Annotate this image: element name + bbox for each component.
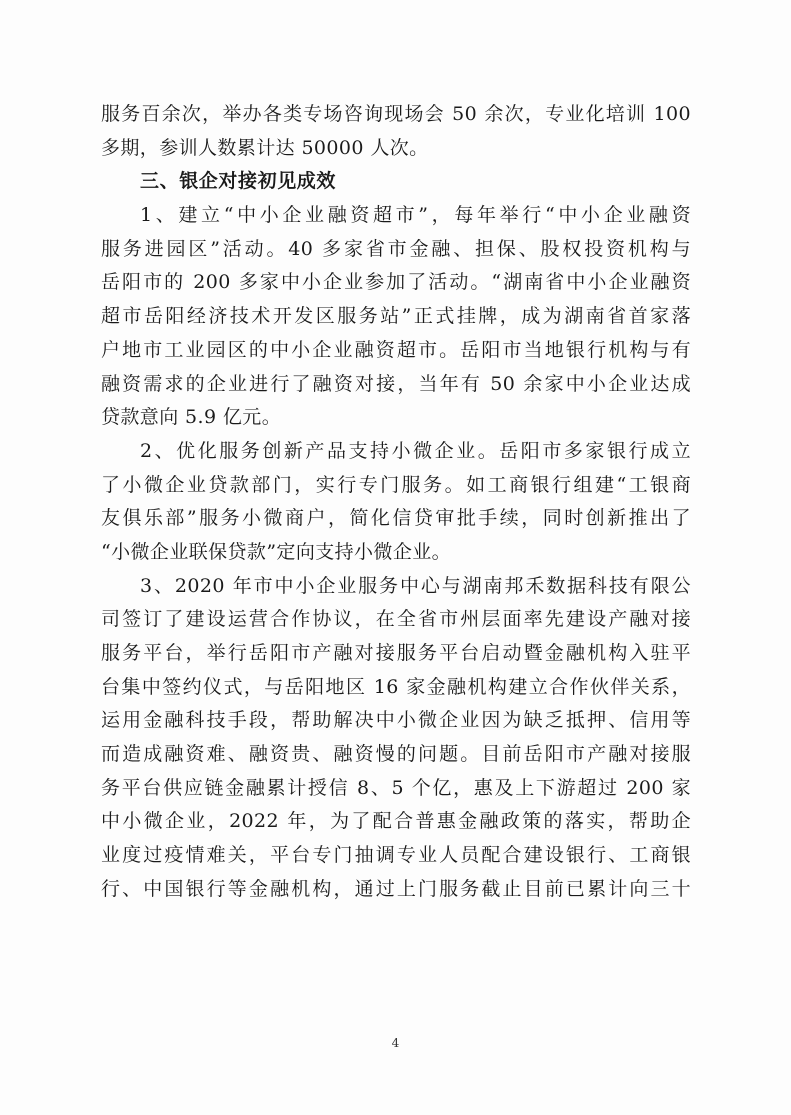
paragraph-3-line-4: 台集中签约仪式，与岳阳地区 16 家金融机构建立合作伙伴关系， (101, 675, 691, 698)
paragraph-2-line-2: 了小微企业贷款部门，实行专门服务。如工商银行组建“工银商 (101, 473, 691, 496)
paragraph-3-line-10: 行、中国银行等金融机构，通过上门服务截止目前已累计向三十 (101, 877, 691, 900)
document-body (101, 98, 691, 907)
paragraph-3-line-6: 而造成融资难、融资贵、融资慢的问题。目前岳阳市产融对接服 (101, 743, 691, 766)
section-heading: 三、银企对接初见成效 (140, 170, 337, 193)
paragraph-3-line-3: 服务平台，举行岳阳市产融对接服务平台启动暨金融机构入驻平 (101, 642, 691, 664)
paragraph-3-line-2: 司签订了建设运营合作协议，在全省市州层面率先建设产融对接 (101, 608, 691, 631)
body-line-2: 多期，参训人数累计达 50000 人次。 (101, 136, 429, 159)
paragraph-1-line-1: 1、建立“中小企业融资超市”，每年举行“中小企业融资 (140, 204, 691, 227)
paragraph-1-line-7: 贷款意向 5.9 亿元。 (101, 406, 282, 429)
paragraph-1-line-5: 户地市工业园区的中小企业融资超市。岳阳市当地银行机构与有 (101, 338, 691, 361)
paragraph-3-line-8: 中小微企业，2022 年，为了配合普惠金融政策的落实，帮助企 (101, 810, 691, 833)
paragraph-3-line-5: 运用金融科技手段，帮助解决中小微企业因为缺乏抵押、信用等 (101, 709, 691, 732)
paragraph-1-line-3: 岳阳市的 200 多家中小企业参加了活动。“湖南省中小企业融资 (101, 271, 691, 294)
paragraph-3-line-9: 业度过疫情难关，平台专门抽调专业人员配合建设银行、工商银 (101, 844, 691, 867)
page-number: 4 (391, 1036, 400, 1050)
paragraph-2-line-3: 友俱乐部”服务小微商户，简化信贷审批手续，同时创新推出了 (101, 507, 691, 530)
body-line-1: 服务百余次，举办各类专场咨询现场会 50 余次，专业化培训 100 (101, 103, 691, 125)
paragraph-2-line-4: “小微企业联保贷款”定向支持小微企业。 (101, 540, 452, 563)
paragraph-1-line-2: 服务进园区”活动。40 多家省市金融、担保、股权投资机构与 (101, 237, 691, 260)
paragraph-1-line-4: 超市岳阳经济技术开发区服务站”正式挂牌，成为湖南省首家落 (101, 305, 691, 328)
paragraph-2-line-1: 2、优化服务创新产品支持小微企业。岳阳市多家银行成立 (140, 439, 691, 462)
paragraph-3-line-1: 3、2020 年市中小企业服务中心与湖南邦禾数据科技有限公 (140, 574, 691, 597)
paragraph-3-line-7: 务平台供应链金融累计授信 8、5 个亿，惠及上下游超过 200 家 (101, 776, 691, 799)
paragraph-1-line-6: 融资需求的企业进行了融资对接，当年有 50 余家中小企业达成 (101, 372, 691, 395)
